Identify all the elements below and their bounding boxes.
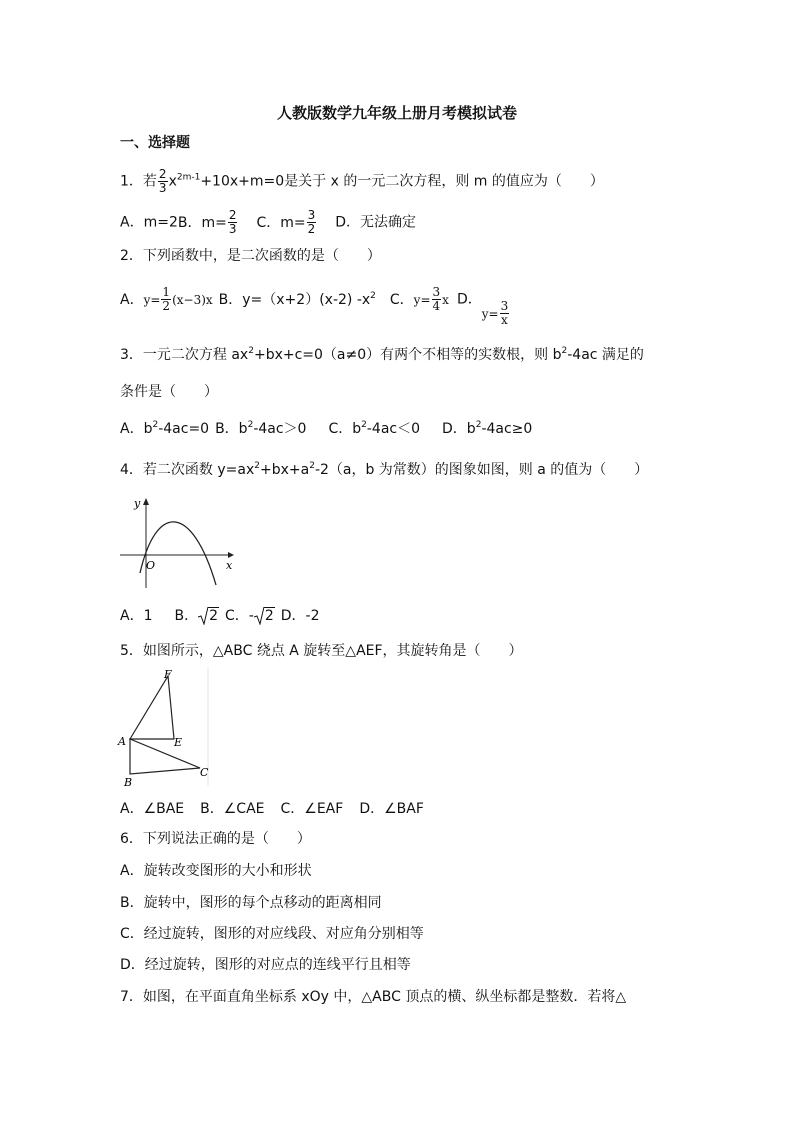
q5-option-a: A．∠BAE <box>120 801 185 817</box>
question-3-options <box>120 419 532 439</box>
q1-variable: x <box>168 173 177 190</box>
y-axis-arrow <box>143 498 149 505</box>
question-5-options <box>120 799 424 819</box>
q1-prefix: 1．若 <box>120 173 157 190</box>
parabola-curve <box>140 522 216 585</box>
x-axis-label: x <box>226 559 233 572</box>
q2-option-a: A．y= $\frac{1}{2}$ (x−3)x <box>120 285 213 313</box>
q6-option-a: A．旋转改变图形的大小和形状 <box>120 863 312 879</box>
q4-option-b: B． 2 <box>174 608 219 624</box>
triangle-aef <box>130 676 174 739</box>
q4-option-d: D．-2 <box>280 608 320 624</box>
q5-option-d: D．∠BAF <box>359 801 424 817</box>
question-7: 7．如图，在平面直角坐标系 xOy 中，△ABC 顶点的横、纵坐标都是整数．若将△ <box>120 989 627 1005</box>
q3-option-d: D．$b^2-4ac\ge 0$ <box>442 420 533 437</box>
q4-option-a: A．1 <box>120 608 153 624</box>
y-axis-label: y <box>134 497 141 510</box>
parabola-graph <box>118 493 238 593</box>
label-a: A <box>118 735 126 748</box>
question-1 <box>120 168 604 195</box>
q6-option-d: D．经过旋转，图形的对应点的连线平行且相等 <box>120 957 411 973</box>
q5-option-b: B．∠CAE <box>200 801 265 817</box>
q1-option-b: B．m= $\frac{2}{3}$ <box>177 208 237 236</box>
question-1-options <box>120 209 416 236</box>
q3-option-b: B．$b^2-4ac>0$ <box>215 420 307 437</box>
q1-rest: +10x+m=0是关于 x 的一元二次方程，则 m 的值应为（ ） <box>200 173 604 190</box>
label-b: B <box>124 776 133 788</box>
rotation-triangle-figure <box>116 668 216 788</box>
q3-option-a: A．$b^2-4ac=0$ <box>120 420 210 437</box>
question-4-options <box>120 606 320 626</box>
question-2: 2．下列函数中，是二次函数的是（ ） <box>120 248 381 264</box>
q1-option-a: A．m=2 <box>120 214 178 231</box>
label-c: C <box>200 766 209 779</box>
question-6: 6．下列说法正确的是（ ） <box>120 831 311 847</box>
question-2-options <box>120 285 510 327</box>
q3-option-c: C．$b^2-4ac<0$ <box>328 420 421 437</box>
question-3-line-1: 3．一元二次方程 $ax^2+bx+c=0(a\ne 0)$有两个不相等的实数根，则 $b^2-4ac$ 满足的 <box>120 346 644 363</box>
q6-option-b: B．旋转中，图形的每个点移动的距离相同 <box>120 895 382 911</box>
question-5: 5．如图所示，△ABC 绕点 A 旋转至△AEF，其旋转角是（ ） <box>120 643 523 659</box>
label-e: E <box>174 736 183 749</box>
q2-option-d: D．y= $\frac{3}{x}$ <box>456 291 509 327</box>
q1-fraction: $\frac{2}{3}$ <box>158 167 167 195</box>
q4-option-c: C．- 2 <box>225 608 274 624</box>
q1-exponent: 2m-1 <box>176 172 201 183</box>
label-f: F <box>164 668 172 681</box>
q2-option-c: C．y= $\frac{3}{4}$ x <box>389 285 449 313</box>
q5-option-c: C．∠EAF <box>280 801 344 817</box>
q1-option-c: C．m= $\frac{3}{2}$ <box>256 208 316 236</box>
q1-option-d: D．无法确定 <box>335 214 417 231</box>
origin-label: O <box>146 559 156 572</box>
section-heading: 一、选择题 <box>120 135 190 151</box>
question-3-line-2: 条件是（ ） <box>120 384 218 400</box>
question-4: 4．若二次函数 $y=ax^2+bx+a^2-2(a$，b 为常数）的图象如图，则 a 的值为（ ） <box>120 461 649 478</box>
q2-option-b: B．y=（x+2）(x-2) $-x^2$ <box>218 290 376 308</box>
page-title: 人教版数学九年级上册月考模拟试卷 <box>276 104 517 122</box>
x-axis-arrow <box>228 552 234 558</box>
triangle-abc <box>130 739 200 774</box>
q6-option-c: C．经过旋转，图形的对应线段、对应角分别相等 <box>120 926 424 942</box>
